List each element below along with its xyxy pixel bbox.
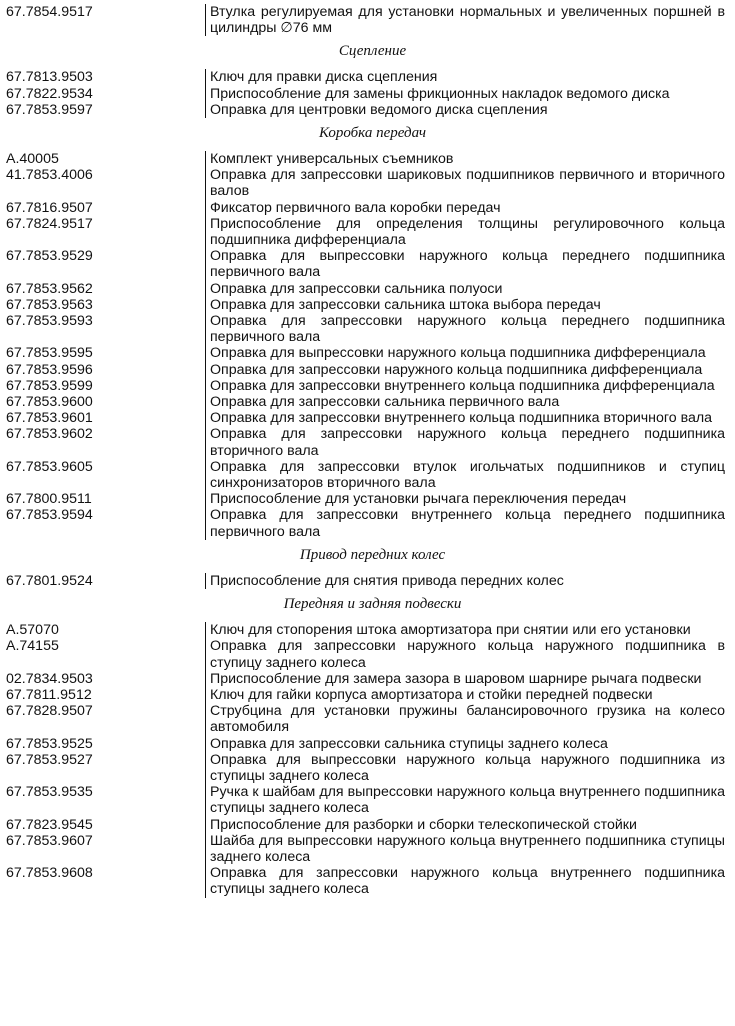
tool-code: 67.7853.9563 bbox=[6, 296, 93, 313]
tool-description: Приспособление для определения толщины регулировочного кольца подшипника дифференциала bbox=[205, 216, 725, 248]
tool-code: 67.7853.9599 bbox=[6, 377, 93, 394]
tool-description: Оправка для запрессовки шариковых подшипников первичного и вторичного валов bbox=[205, 167, 725, 199]
tool-description: Оправка для запрессовки наружного кольца подшипника дифференциала bbox=[205, 362, 725, 378]
tool-row bbox=[0, 362, 735, 378]
tool-code: 67.7813.9503 bbox=[6, 69, 93, 86]
tool-code: 67.7853.9596 bbox=[6, 361, 93, 378]
tool-row bbox=[0, 4, 735, 36]
tool-code: 67.7801.9524 bbox=[6, 572, 93, 589]
tool-code: 67.7853.9600 bbox=[6, 394, 93, 411]
tool-code: 41.7853.4006 bbox=[6, 167, 93, 184]
tool-description: Струбцина для установки пружины балансировочного грузика на колесо автомобиля bbox=[205, 703, 725, 735]
tool-row bbox=[0, 426, 735, 458]
tool-description: Приспособление для снятия привода передних колес bbox=[205, 573, 725, 589]
tool-code: 67.7823.9545 bbox=[6, 816, 93, 833]
tool-description: Оправка для запрессовки сальника штока выбора передач bbox=[205, 297, 725, 313]
tool-description: Оправка для выпрессовки наружного кольца переднего подшипника первичного вала bbox=[205, 248, 725, 280]
tool-description: Оправка для запрессовки втулок игольчатых подшипников и ступиц синхронизаторов вторичного вала bbox=[205, 459, 725, 491]
tool-code: 67.7816.9507 bbox=[6, 199, 93, 216]
tool-row bbox=[0, 313, 735, 345]
tool-row bbox=[0, 151, 735, 167]
tool-description: Ключ для правки диска сцепления bbox=[205, 69, 725, 85]
tool-description: Оправка для запрессовки наружного кольца внутреннего подшипника ступицы заднего колеса bbox=[205, 865, 725, 897]
tool-row bbox=[0, 459, 735, 491]
tool-description: Оправка для запрессовки сальника полуоси bbox=[205, 281, 725, 297]
tool-description: Фиксатор первичного вала коробки передач bbox=[205, 200, 725, 216]
tool-code: 67.7853.9602 bbox=[6, 426, 93, 443]
tool-code: 67.7853.9529 bbox=[6, 248, 93, 265]
tool-row bbox=[0, 297, 735, 313]
tool-row bbox=[0, 736, 735, 752]
tool-description: Оправка для выпрессовки наружного кольца подшипника дифференциала bbox=[205, 345, 725, 361]
section-heading: Сцепление bbox=[338, 43, 407, 60]
tool-description: Шайба для выпрессовки наружного кольца внутреннего подшипника ступицы заднего колеса bbox=[205, 833, 725, 865]
tool-row bbox=[0, 69, 735, 85]
tool-description: Приспособление для замены фрикционных накладок ведомого диска bbox=[205, 86, 725, 102]
tool-row bbox=[0, 833, 735, 865]
tool-description: Приспособление для разборки и сборки телескопической стойки bbox=[205, 817, 725, 833]
tool-row bbox=[0, 281, 735, 297]
tool-row bbox=[0, 687, 735, 703]
tool-row bbox=[0, 167, 735, 199]
tool-description: Приспособление для замера зазора в шаровом шарнире рычага подвески bbox=[205, 671, 725, 687]
tool-description: Ключ для стопорения штока амортизатора при снятии или его установки bbox=[205, 622, 725, 638]
tool-code: А.40005 bbox=[6, 151, 59, 168]
tool-row bbox=[0, 216, 735, 248]
tool-description: Оправка для центровки ведомого диска сцепления bbox=[205, 102, 725, 118]
tool-row bbox=[0, 784, 735, 816]
tool-code: 67.7853.9595 bbox=[6, 345, 93, 362]
tool-row bbox=[0, 507, 735, 539]
tool-code: 67.7853.9527 bbox=[6, 751, 93, 768]
tool-row bbox=[0, 573, 735, 589]
tool-code: 67.7853.9535 bbox=[6, 784, 93, 801]
tool-code: 02.7834.9503 bbox=[6, 670, 93, 687]
section-heading: Коробка передач bbox=[318, 125, 427, 142]
tool-row bbox=[0, 491, 735, 507]
tool-description: Втулка регулируемая для установки нормальных и увеличенных поршней в цилиндры ∅76 мм bbox=[205, 4, 725, 36]
tool-code: 67.7824.9517 bbox=[6, 215, 93, 232]
tool-row bbox=[0, 410, 735, 426]
tool-row bbox=[0, 622, 735, 638]
tool-row bbox=[0, 865, 735, 897]
tool-code: А.74155 bbox=[6, 638, 59, 655]
tool-description: Комплект универсальных съемников bbox=[205, 151, 725, 167]
tool-row bbox=[0, 752, 735, 784]
tool-row bbox=[0, 86, 735, 102]
tool-description: Оправка для запрессовки сальника ступицы заднего колеса bbox=[205, 736, 725, 752]
tool-row bbox=[0, 638, 735, 670]
tool-description: Оправка для запрессовки сальника первичного вала bbox=[205, 394, 725, 410]
tool-description: Оправка для запрессовки внутреннего кольца переднего подшипника первичного вала bbox=[205, 507, 725, 539]
tool-description: Оправка для запрессовки наружного кольца переднего подшипника первичного вала bbox=[205, 313, 725, 345]
tool-code: 67.7853.9607 bbox=[6, 832, 93, 849]
tool-catalog-page bbox=[0, 4, 735, 898]
tool-description: Оправка для запрессовки внутреннего кольца подшипника вторичного вала bbox=[205, 410, 725, 426]
tool-row bbox=[0, 671, 735, 687]
tool-code: 67.7853.9593 bbox=[6, 313, 93, 330]
tool-code: 67.7822.9534 bbox=[6, 85, 93, 102]
tool-description: Оправка для выпрессовки наружного кольца наружного подшипника из ступицы заднего колеса bbox=[205, 752, 725, 784]
tool-description: Оправка для запрессовки внутреннего кольца подшипника дифференциала bbox=[205, 378, 725, 394]
section-heading: Привод передних колес bbox=[299, 546, 446, 563]
tool-description: Ключ для гайки корпуса амортизатора и стойки передней подвески bbox=[205, 687, 725, 703]
tool-description: Ручка к шайбам для выпрессовки наружного кольца внутреннего подшипника ступицы заднего колеса bbox=[205, 784, 725, 816]
tool-row bbox=[0, 703, 735, 735]
tool-row bbox=[0, 817, 735, 833]
tool-code: 67.7853.9601 bbox=[6, 410, 93, 427]
section-heading: Передняя и задняя подвески bbox=[283, 596, 462, 613]
tool-description: Приспособление для установки рычага переключения передач bbox=[205, 491, 725, 507]
tool-description: Оправка для запрессовки наружного кольца переднего подшипника вторичного вала bbox=[205, 426, 725, 458]
tool-code: 67.7800.9511 bbox=[6, 491, 92, 508]
tool-code: 67.7811.9512 bbox=[6, 686, 92, 703]
tool-code: 67.7853.9605 bbox=[6, 458, 93, 475]
tool-row bbox=[0, 248, 735, 280]
tool-row bbox=[0, 378, 735, 394]
tool-code: 67.7828.9507 bbox=[6, 703, 93, 720]
tool-code: А.57070 bbox=[6, 622, 59, 639]
tool-code: 67.7854.9517 bbox=[6, 4, 93, 20]
tool-row bbox=[0, 200, 735, 216]
tool-row bbox=[0, 102, 735, 118]
tool-code: 67.7853.9562 bbox=[6, 280, 93, 297]
tool-row bbox=[0, 394, 735, 410]
tool-row bbox=[0, 345, 735, 361]
tool-code: 67.7853.9608 bbox=[6, 865, 93, 882]
tool-code: 67.7853.9594 bbox=[6, 507, 93, 524]
tool-code: 67.7853.9525 bbox=[6, 735, 93, 752]
tool-code: 67.7853.9597 bbox=[6, 101, 93, 118]
tool-description: Оправка для запрессовки наружного кольца наружного подшипника в ступицу заднего колеса bbox=[205, 638, 725, 670]
